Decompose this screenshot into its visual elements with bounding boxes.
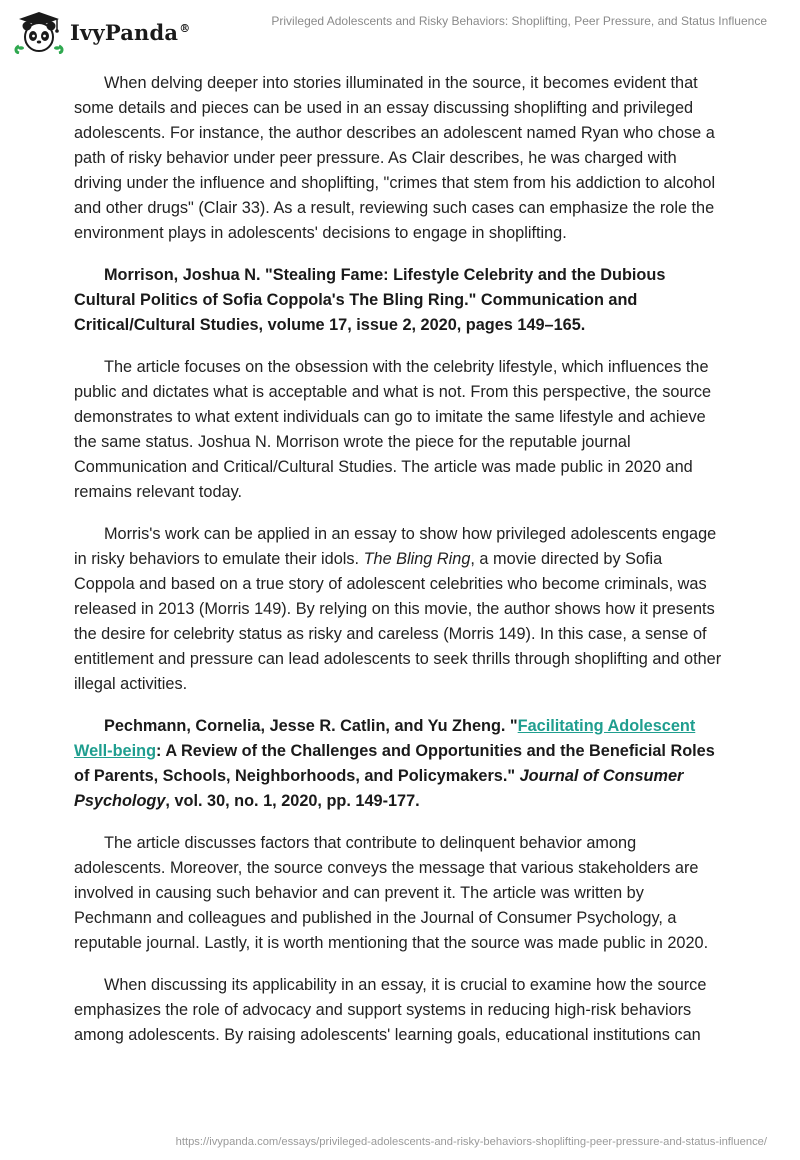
journal-title: Journal of Consumer Psychology — [74, 767, 684, 810]
paragraph-ryan-case: When delving deeper into stories illuminated in the source, it becomes evident that some details and pieces can be used in an essay discussing shoplifting and privileged adolescents. For instance, the author describes an adolescent named Ryan who chose a path of risky behavior under peer pressure. As Clair describes, he was charged with driving under the influence and shoplifting, "crimes that stem from his addiction to alcohol and other drugs" (Clair 33). As a result, reviewing such cases can emphasize the role the environment plays in adolescents' decisions to engage in shoplifting. — [74, 74, 716, 242]
paragraph-morrison-summary: The article focuses on the obsession with the celebrity lifestyle, which influences the public and dictates what is acceptable and what is not. From this perspective, the source demonstrates to what extent individuals can go to imitate the same lifestyle and achieve the same status. Joshua N. Morrison wrote the piece for the reputable journal Communication and Critical/Cultural Studies. The article was made public in 2020 and remains relevant today. — [74, 358, 712, 501]
paragraph-pechmann-application: When discussing its applicability in an essay, it is crucial to examine how the source emphasizes the role of advocacy and support systems in reducing high-risk behaviors among adolescents. By raising adolescents' learning goals, educational institutions can — [74, 976, 707, 1044]
facilitating-adolescent-link[interactable]: Facilitating Adolescent Well-being — [74, 717, 696, 760]
source-url[interactable]: https://ivypanda.com/essays/privileged-adolescents-and-risky-behaviors-shoplifting-peer-pressure-and-status-influence/ — [175, 1136, 767, 1148]
citation-morrison: Morrison, Joshua N. "Stealing Fame: Lifestyle Celebrity and the Dubious Cultural Politics of Sofia Coppola's The Bling Ring." Communication and Critical/Cultural Studies, volume 17, issue 2, 2020, pages 149–165. — [74, 266, 666, 334]
essay-body — [74, 71, 724, 1065]
panda-icon — [13, 10, 65, 54]
citation-pechmann: Pechmann, Cornelia, Jesse R. Catlin, and Yu Zheng. "Facilitating Adolescent Well-being: A Review of the Challenges and Opportunities and the Beneficial Roles of Parents, Schools, Neighborhoods, and Policymakers." Journal of Consumer Psychology, vol. 30, no. 1, 2020, pp. 149-177. — [74, 717, 715, 810]
ivypanda-logo[interactable] — [13, 10, 190, 54]
paragraph-morrison-application: Morris's work can be applied in an essay to show how privileged adolescents engage in risky behaviors to emulate their idols. The Bling Ring, a movie directed by Sofia Coppola and based on a true story of adolescent celebrities who become criminals, was released in 2013 (Morris 149). By relying on this movie, the author shows how it presents the desire for celebrity status as risky and careless (Morris 149). In this case, a sense of entitlement and pressure can lead adolescents to seek thrills through shoplifting and other illegal activities. — [74, 525, 722, 693]
page-header — [0, 0, 800, 60]
logo-wordmark: IvyPanda® — [70, 19, 191, 45]
movie-title: The Bling Ring — [363, 550, 471, 568]
document-title: Privileged Adolescents and Risky Behaviors: Shoplifting, Peer Pressure, and Status Influence — [271, 14, 767, 28]
paragraph-pechmann-summary: The article discusses factors that contribute to delinquent behavior among adolescents. Moreover, the source conveys the message that various stakeholders are involved in causing such behavior and can prevent it. The article was written by Pechmann and colleagues and published in the Journal of Consumer Psychology, a reputable journal. Lastly, it is worth mentioning that the source was made public in 2020. — [74, 834, 709, 952]
